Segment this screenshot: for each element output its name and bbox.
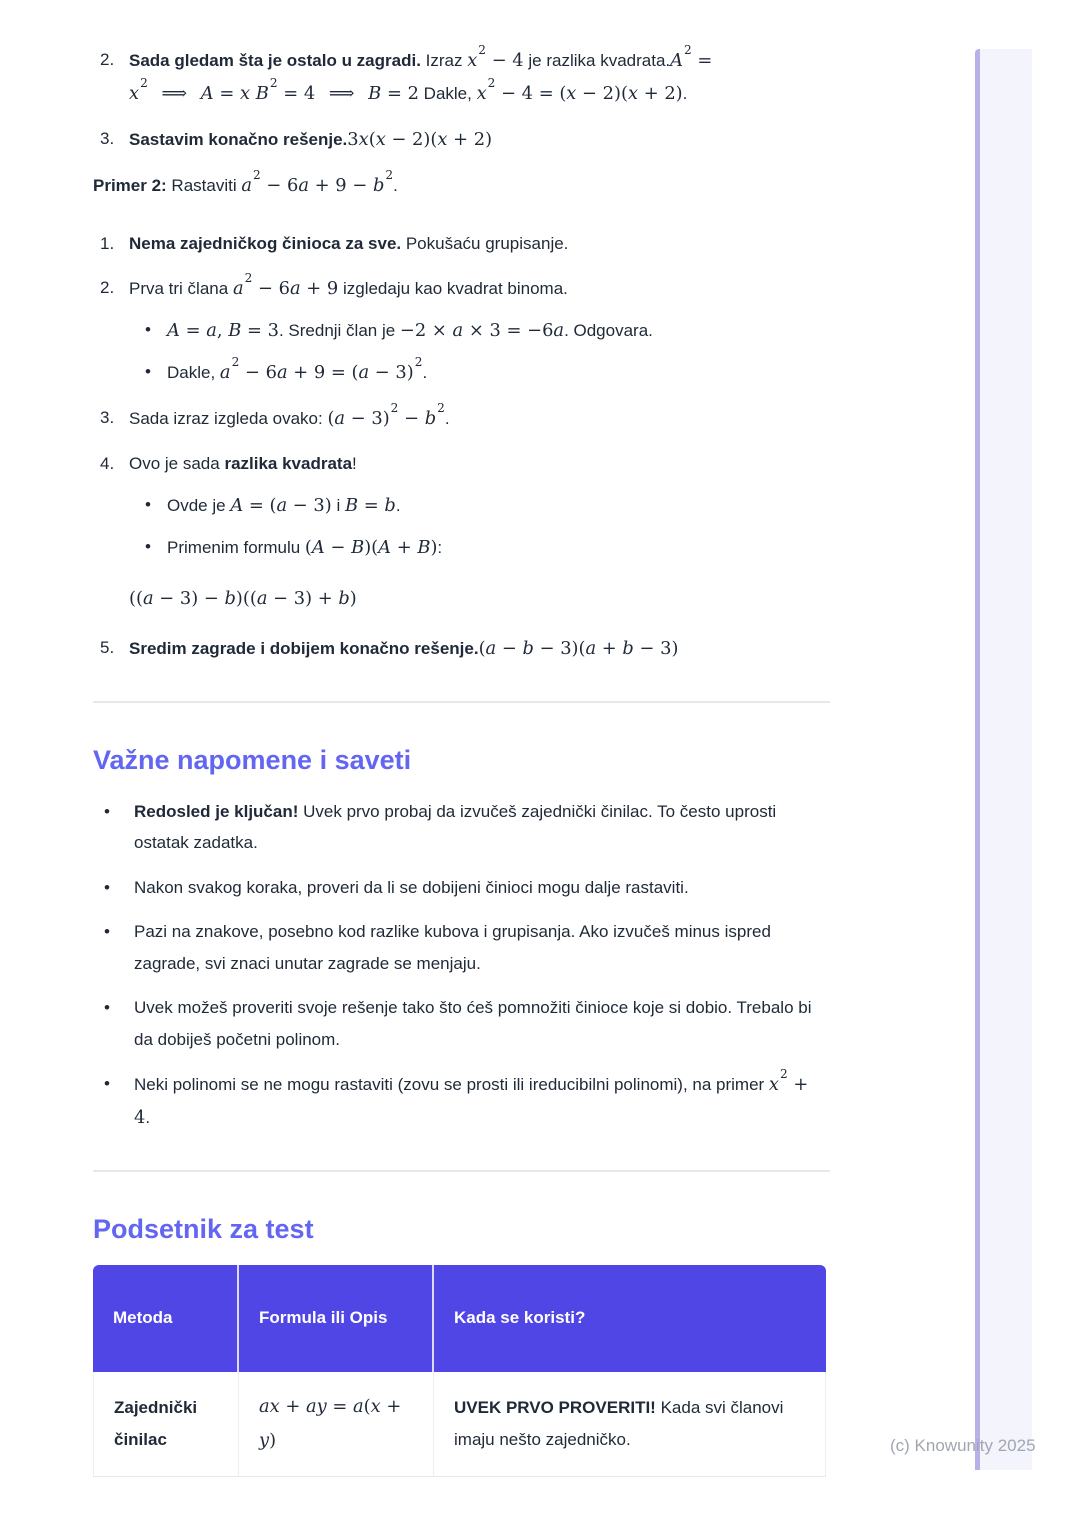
math-expression: −2 × a × 3 = −6a [399, 320, 565, 342]
math-expression: ax + ay = a(x + y) [259, 1396, 402, 1452]
bullet-text: Uvek možeš proveriti svoje rešenje tako što ćeš pomnožiti činioce koje si dobio. Trebalo bi da dobiješ početni polinom. [134, 998, 812, 1049]
list-item-number: 3. [100, 408, 115, 428]
bullet-item [143, 356, 830, 389]
bullet-text: A = a, B = 3. Srednji član je −2 × a × 3 = −6a. Odgovara. [167, 320, 653, 342]
math-expression: (a − b − 3)(a + b − 3) [478, 637, 679, 659]
bullet-marker: • [104, 922, 110, 942]
bullet-text: Ovde je A = (a − 3) i B = b. [167, 494, 401, 516]
list-item-number: 5. [100, 637, 115, 657]
content-column [93, 44, 830, 1477]
list-item-content [129, 402, 830, 435]
bullet-marker: • [104, 1074, 110, 1094]
list-item-number: 2. [100, 50, 115, 69]
table-row [93, 1372, 826, 1477]
bullet-item [93, 796, 830, 859]
section-divider [93, 1170, 830, 1172]
list-item-content [129, 228, 830, 259]
next-page-edge [975, 49, 1032, 1470]
numbered-list-item [93, 228, 830, 259]
table-cell: Zajednički činilac [93, 1372, 239, 1477]
bullet-item [93, 992, 830, 1055]
bullet-text: Primenim formulu (A − B)(A + B): [167, 536, 443, 558]
math-expression: ((a − 3) − b)((a − 3) + b) [129, 587, 357, 609]
section-heading: Podsetnik za test [93, 1214, 314, 1245]
list-item-number: 1. [100, 234, 115, 253]
math-expression: $A^2$ = [670, 42, 713, 71]
numbered-list-item [93, 44, 830, 110]
copyright-watermark: (c) Knowunity 2025 [890, 1436, 1036, 1455]
table-header-cell: Metoda [93, 1265, 239, 1372]
bullet-item [93, 872, 830, 903]
numbered-list-item [93, 123, 830, 156]
math-expression: $x^2 - 4$ [467, 42, 524, 71]
bullet-text: Dakle, $a^2 - 6a + 9 = (a - 3)^2$. [167, 355, 428, 384]
math-expression: A = (a − 3) [230, 494, 332, 516]
bullet-item [93, 916, 830, 979]
math-expression: $a^2 - 6a + 9 = (a - 3)^2$ [219, 355, 423, 384]
list-item-text: Ovo je sada razlika kvadrata! [129, 454, 357, 474]
list-item-number: 4. [100, 454, 115, 474]
section-divider [93, 701, 830, 703]
math-expression: $a^2 - 6a + 9 - b^2$ [241, 167, 394, 196]
bullet-item [143, 489, 830, 522]
bullet-marker: • [104, 998, 110, 1018]
list-item-content [129, 632, 830, 665]
bullet-marker: • [145, 362, 151, 382]
bullet-marker: • [145, 320, 151, 340]
list-item-content [129, 44, 830, 110]
list-item-content [129, 272, 830, 389]
math-expression: (A − B)(A + B) [304, 536, 438, 558]
bullet-item [93, 1068, 830, 1134]
math-expression: $x^2 - 4 = (x - 2)(x + 2)$ [476, 75, 683, 104]
list-item-content [129, 123, 830, 156]
bullet-marker: • [104, 801, 110, 821]
standalone-formula [129, 582, 830, 615]
paragraph: Primer 2: Rastaviti $a^2 - 6a + 9 - b^2$. [93, 167, 398, 196]
math-expression: B = b [344, 494, 396, 516]
numbered-list-item [93, 272, 830, 389]
bullet-list [93, 796, 830, 1134]
list-item-number: 3. [100, 129, 115, 148]
bullet-text: Pazi na znakove, posebno kod razlike kubova i grupisanja. Ako izvučeš minus ispred zagrade, svi znaci unutar zagrade se menjaju. [134, 922, 771, 973]
list-item-text: Sada izraz izgleda ovako: $(a - 3)^2 - b^2$. [129, 401, 450, 430]
list-item-content [129, 448, 830, 618]
bullet-text: Redosled je ključan! Uvek prvo probaj da izvučeš zajednički činilac. To često uprosti ostatak zadatka. [134, 801, 777, 853]
math-expression: $x^2 + 4$ [134, 1067, 809, 1129]
reminder-table [93, 1265, 826, 1477]
bullet-item [143, 314, 830, 347]
numbered-list-item [93, 402, 830, 435]
math-expression: 3x(x − 2)(x + 2) [347, 129, 493, 150]
table-header-cell: Kada se koristi? [434, 1265, 826, 1372]
bullet-marker: • [145, 536, 151, 556]
bullet-marker: • [104, 877, 110, 897]
list-item-text: Sada gledam šta je ostalo u zagradi. Izraz $x^2 - 4$ je razlika $kvadrata.A^2$ = $x^2$ ⟹ A = x $B^2 = 4$ ⟹ B = 2 Dakle, $x^2 - 4 = (x - 2)(x + 2)$. [129, 42, 713, 104]
math-expression: A = a, B = 3 [167, 320, 279, 342]
bullet-item [143, 531, 830, 564]
bullet-text: Nakon svakog koraka, proveri da li se dobijeni činioci mogu dalje rastaviti. [134, 877, 689, 897]
bullet-text: Neki polinomi se ne mogu rastaviti (zovu se prosti ili ireducibilni polinomi), na primer $x^2 + 4$. [134, 1067, 809, 1129]
table-cell: UVEK PRVO PROVERITI! Kada svi članovi imaju nešto zajedničko. [434, 1372, 826, 1477]
math-expression: $x^2$ ⟹ A = x $B^2 = 4$ ⟹ B = 2 [129, 75, 419, 104]
numbered-list-item [93, 448, 830, 618]
list-item-text: Sredim zagrade i dobijem konačno rešenje.(a − b − 3)(a + b − 3) [129, 637, 679, 659]
list-item-text: Sastavim konačno rešenje.3x(x − 2)(x + 2) [129, 129, 493, 150]
table-header-row [93, 1265, 826, 1372]
math-expression: $a^2 - 6a + 9$ [232, 271, 339, 300]
numbered-list-item [93, 632, 830, 665]
list-item-text: Nema zajedničkog činioca za sve. Pokušaću grupisanje. [129, 234, 569, 253]
section-heading: Važne napomene i saveti [93, 744, 412, 775]
list-item-number: 2. [100, 278, 115, 298]
table-cell [239, 1372, 434, 1477]
bullet-marker: • [145, 494, 151, 514]
list-item-text: Prva tri člana $a^2 - 6a + 9$ izgledaju kao kvadrat binoma. [129, 271, 568, 300]
math-expression: $(a - 3)^2 - b^2$ [327, 401, 445, 430]
table-header-cell: Formula ili Opis [239, 1265, 434, 1372]
